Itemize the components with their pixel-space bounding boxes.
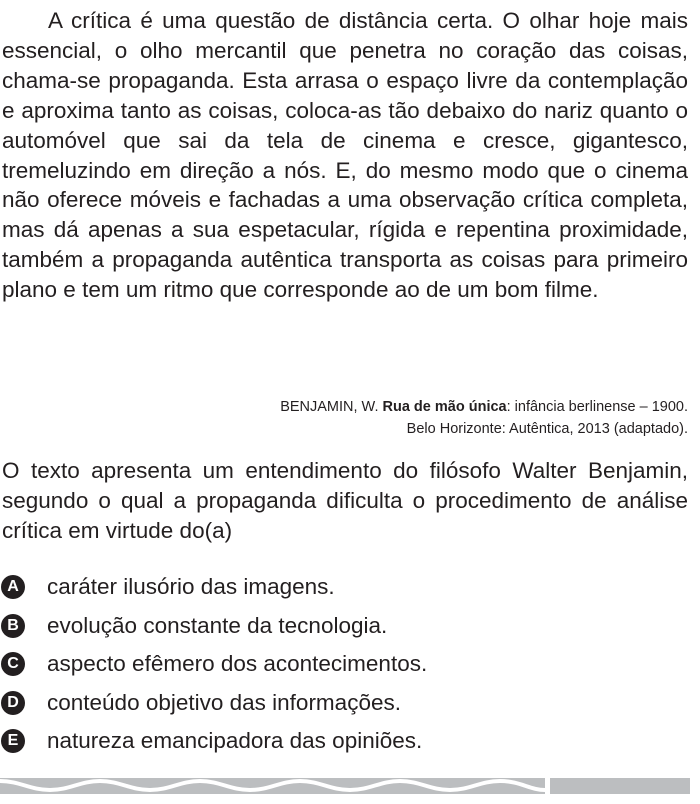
option-b[interactable] (0, 607, 690, 646)
option-c-letter-badge: C (1, 652, 25, 676)
option-d-letter-badge: D (1, 691, 25, 715)
citation-author: BENJAMIN, W. (280, 399, 383, 415)
citation-line-2: Belo Horizonte: Autêntica, 2013 (adaptado). (406, 421, 688, 437)
question-stem: O texto apresenta um entendimento do filósofo Walter Benjamin, segundo o qual a propaganda dificulta o procedimento de análise crítica em virtude do(a) (2, 458, 688, 543)
option-e-letter-badge: E (1, 729, 25, 753)
answer-options (0, 568, 690, 761)
option-b-text: evolução constante da tecnologia. (47, 612, 388, 638)
option-d-text: conteúdo objetivo das informações. (47, 689, 401, 715)
option-e[interactable] (0, 722, 690, 761)
option-a-text: caráter ilusório das imagens. (47, 574, 335, 600)
citation-line-1 (88, 396, 688, 418)
citation-title: Rua de mão única (382, 399, 507, 415)
option-a-letter-badge: A (1, 575, 25, 599)
citation-rest: : infância berlinense – 1900. (506, 399, 688, 415)
option-e-text: natureza emancipadora das opiniões. (47, 728, 423, 754)
option-c[interactable] (0, 645, 690, 684)
option-c-text: aspecto efêmero dos acontecimentos. (47, 651, 428, 677)
citation (88, 396, 688, 440)
divider-gap (545, 778, 550, 794)
decorative-wave-divider (0, 772, 700, 800)
option-d[interactable] (0, 684, 690, 723)
option-b-letter-badge: B (1, 614, 25, 638)
passage-text: A crítica é uma questão de distância certa. O olhar hoje mais essencial, o olho mercantil que penetra no coração das coisas, chama-se propaganda. Esta arrasa o espaço livre da contemplação e aproxima tanto as coisas, coloca-as tão debaixo do nariz quanto o automóvel que sai da tela de cinema e cresce, gigantesco, tremeluzindo em direção a nós. E, do mesmo modo que o cinema não oferece móveis e fachadas a uma observação crítica completa, mas dá apenas a sua espetacular, rígida e repentina proximidade, também a propaganda autêntica transporta as coisas para primeiro plano e tem um ritmo que corresponde ao de um bom filme. (2, 8, 688, 303)
option-a[interactable] (0, 568, 690, 607)
